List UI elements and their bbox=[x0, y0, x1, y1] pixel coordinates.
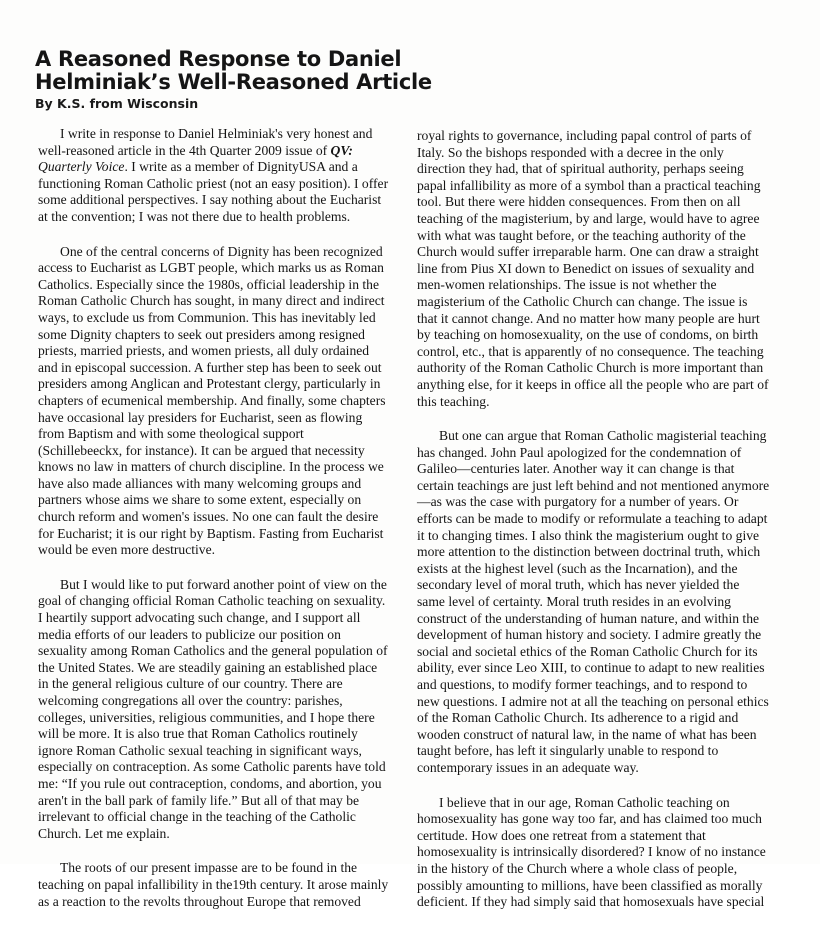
text-line: as a reaction to the revolts throughout Europe that removed bbox=[38, 893, 361, 909]
text-line: more attention to the distinction between doctrinal truth, which bbox=[417, 544, 761, 560]
publication-name: Quarterly Voice bbox=[38, 159, 125, 175]
text-line: line from Pius XI down to Benedict on issues of sexuality and bbox=[417, 260, 755, 276]
text-line: taught before, has left it singularly unable to respond to bbox=[417, 743, 719, 759]
left-column bbox=[38, 126, 388, 928]
text-line: sexuality among Roman Catholics and the general population of bbox=[38, 643, 388, 659]
text-line: irrelevant to official change in the teaching of the Catholic bbox=[38, 809, 356, 825]
text-line: certain teachings are just left behind and not mentioned anymore bbox=[417, 477, 770, 493]
text-line: men-women relationships. The issue is not whether the bbox=[417, 277, 717, 293]
text-line: teaching of the magisterium, by and large, would have to agree bbox=[417, 210, 760, 226]
paragraph bbox=[417, 128, 789, 410]
text-line: Church would suffer irreparable harm. One can draw a straight bbox=[417, 244, 759, 260]
text-line: secondary level of moral truth, which has never yielded the bbox=[417, 577, 740, 593]
paragraph bbox=[417, 428, 789, 776]
text-line: have occasional lay presiders for Eucharist, seen as flowing bbox=[38, 409, 363, 425]
text-line: access to Eucharist as LGBT people, which marks us as Roman bbox=[38, 260, 384, 276]
text-line: I believe that in our age, Roman Catholic teaching on bbox=[439, 794, 730, 810]
text-line: at the convention; I was not there due to health problems. bbox=[38, 208, 351, 224]
text-line: media efforts of our leaders to publicize our position on bbox=[38, 626, 341, 642]
text-line: The roots of our present impasse are to be found in the bbox=[60, 860, 358, 876]
text-line: ability, ever since Leo XIII, to continue to adapt to new realities bbox=[417, 660, 765, 676]
article-header bbox=[35, 47, 432, 112]
text-fragment: . I write as a member of DignityUSA and a bbox=[124, 159, 358, 175]
right-column bbox=[417, 128, 789, 929]
text-line: have also made alliances with many welcoming groups and bbox=[38, 475, 362, 491]
text-line: deficient. If they had simply said that homosexuals have special bbox=[417, 894, 765, 910]
text-line: tool. But there were hidden consequences. From then on all bbox=[417, 194, 741, 210]
text-line: chapters of ecumenical membership. And finally, some chapters bbox=[38, 392, 386, 408]
text-line: new questions. I admire not at all the teaching on personal ethics bbox=[417, 693, 769, 709]
text-line: contemporary issues in an adequate way. bbox=[417, 759, 639, 775]
text-line: in the history of the Church where a whole class of people, bbox=[417, 860, 738, 876]
publication-abbrev: QV: bbox=[330, 142, 353, 158]
text-line: functioning Roman Catholic priest (not an easy position). I offer bbox=[38, 175, 389, 191]
article-title-line-2: Helminiak’s Well-Reasoned Article bbox=[35, 70, 432, 94]
text-line: in the general religious culture of our country. There are bbox=[38, 676, 343, 692]
paragraph bbox=[417, 795, 789, 911]
text-fragment: well-reasoned article in the 4th Quarter 2009 issue of bbox=[38, 142, 331, 158]
text-line: royal rights to governance, including papal control of parts of bbox=[417, 128, 752, 143]
text-line: especially on contraception. As some Catholic parents have told bbox=[38, 759, 386, 775]
text-line: homosexuality has gone way too far, and has claimed too much bbox=[417, 811, 762, 827]
paragraph bbox=[38, 577, 388, 843]
text-line: welcoming congregations all over the country: parishes, bbox=[38, 693, 343, 708]
text-line bbox=[38, 143, 388, 160]
text-line: I write in response to Daniel Helminiak's very honest and bbox=[60, 126, 373, 141]
text-line: authority of the Roman Catholic Church is more important than bbox=[417, 360, 764, 376]
text-line: has changed. John Paul apologized for the condemnation of bbox=[417, 444, 742, 460]
paragraph bbox=[38, 126, 388, 226]
text-line: certitude. How does one retreat from a statement that bbox=[417, 827, 706, 843]
text-line: construct of the understanding of human nature, and within the bbox=[417, 610, 760, 626]
text-line: aren't in the ball park of family life.” But all of that may be bbox=[38, 792, 360, 808]
text-line: and in episcopal succession. A further step has been to seek out bbox=[38, 359, 382, 375]
text-line: magisterium of the Catholic Church can change. The issue is bbox=[417, 293, 748, 309]
text-line: partners whose aims we share to some extent, especially on bbox=[38, 492, 362, 508]
text-line: would be even more destructive. bbox=[38, 542, 216, 558]
text-line: will be more. It is also true that Roman Catholics routinely bbox=[38, 726, 358, 742]
text-line: —as was the case with purgatory for a number of years. Or bbox=[417, 494, 739, 510]
text-line: (Schillebeeckx, for instance). It can be argued that necessity bbox=[38, 442, 365, 458]
text-line: wooden construct of natural law, in the name of what has been bbox=[417, 726, 757, 742]
paragraph bbox=[38, 244, 388, 559]
text-line: ignore Roman Catholic sexual teaching in significant ways, bbox=[38, 742, 362, 758]
text-line: colleges, universities, religious communities, and I hope there bbox=[38, 709, 375, 725]
text-line: But I would like to put forward another point of view on the bbox=[60, 576, 387, 592]
text-line: some Dignity chapters to seek out presiders among resigned bbox=[38, 326, 365, 342]
text-line: direction they had, that of spiritual authority, perhaps seeing bbox=[417, 161, 744, 177]
text-line: from Baptism and with some theological support bbox=[38, 426, 304, 442]
text-line: knows no law in matters of church discipline. In the process we bbox=[38, 459, 384, 475]
text-line: social and societal ethics of the Roman Catholic Church for its bbox=[417, 643, 758, 659]
text-line: But one can argue that Roman Catholic magisterial teaching bbox=[439, 428, 767, 444]
article-title-line-1: A Reasoned Response to Daniel bbox=[35, 47, 402, 71]
text-line: the United States. We are steadily gaining an established place bbox=[38, 659, 378, 675]
text-line: and questions, to modify former teachings, and to respond to bbox=[417, 677, 748, 692]
text-line: ways, to exclude us from Communion. This has inevitably led bbox=[38, 309, 376, 325]
text-line: priests, married priests, and women priests, all duly ordained bbox=[38, 343, 370, 359]
paragraph bbox=[38, 860, 388, 910]
text-line: that it cannot change. And no matter how many people are hurt bbox=[417, 310, 760, 326]
text-line: by teaching on homosexuality, on the use of condoms, on birth bbox=[417, 327, 759, 343]
article-byline: By K.S. from Wisconsin bbox=[35, 96, 199, 111]
text-line: papal infallibility as more of a symbol than a practical teaching bbox=[417, 177, 761, 193]
text-line: goal of changing official Roman Catholic teaching on sexuality. bbox=[38, 593, 386, 609]
text-line: teaching on papal infallibility in the19th century. It arose mainly bbox=[38, 876, 389, 892]
text-line: this teaching. bbox=[417, 393, 490, 409]
text-line: for Eucharist; it is our right by Baptism. Fasting from Eucharist bbox=[38, 525, 384, 541]
text-line: Roman Catholic Church has sought, in many direct and indirect bbox=[38, 293, 385, 309]
text-line: church reform and women's issues. No one can fault the desire bbox=[38, 509, 379, 525]
text-line: of the Roman Catholic Church. Its adherence to a rigid and bbox=[417, 710, 739, 726]
text-line: I heartily support advocating such change, and I support all bbox=[38, 610, 361, 626]
text-line: One of the central concerns of Dignity has been recognized bbox=[60, 243, 383, 259]
text-line: it to changing times. I also think the magisterium ought to give bbox=[417, 527, 760, 543]
text-line: anything else, for it keeps in office all the people who are part of bbox=[417, 376, 769, 392]
text-line: control, etc., that is apparently of no consequence. The teaching bbox=[417, 343, 764, 359]
text-line: development of human history and society. I admire greatly the bbox=[417, 627, 762, 643]
text-line: exists at the highest level (such as the Incarnation), and the bbox=[417, 560, 738, 576]
text-line: efforts can be made to modify or reformulate a teaching to adapt bbox=[417, 511, 768, 527]
text-line bbox=[38, 159, 388, 176]
text-line: Galileo—centuries later. Another way it can change is that bbox=[417, 461, 735, 477]
text-line: Catholics. Especially since the 1980s, official leadership in the bbox=[38, 276, 380, 292]
text-line: same level of certainty. Moral truth resides in an evolving bbox=[417, 594, 731, 610]
text-line: some additional perspectives. I say nothing about the Eucharist bbox=[38, 192, 382, 208]
text-line: with what was taught before, or the teaching authority of the bbox=[417, 227, 746, 243]
text-line: me: “If you rule out contraception, condoms, and abortion, you bbox=[38, 775, 382, 791]
text-line: homosexuality is intrinsically disordered? I know of no instance bbox=[417, 844, 766, 860]
text-line: Italy. So the bishops responded with a decree in the only bbox=[417, 144, 724, 160]
text-line: presiders among Anglican and Protestant clergy, particularly in bbox=[38, 376, 381, 392]
text-line: Church. Let me explain. bbox=[38, 825, 170, 841]
text-line: possibly amounting to millions, have been classified as morally bbox=[417, 877, 763, 893]
